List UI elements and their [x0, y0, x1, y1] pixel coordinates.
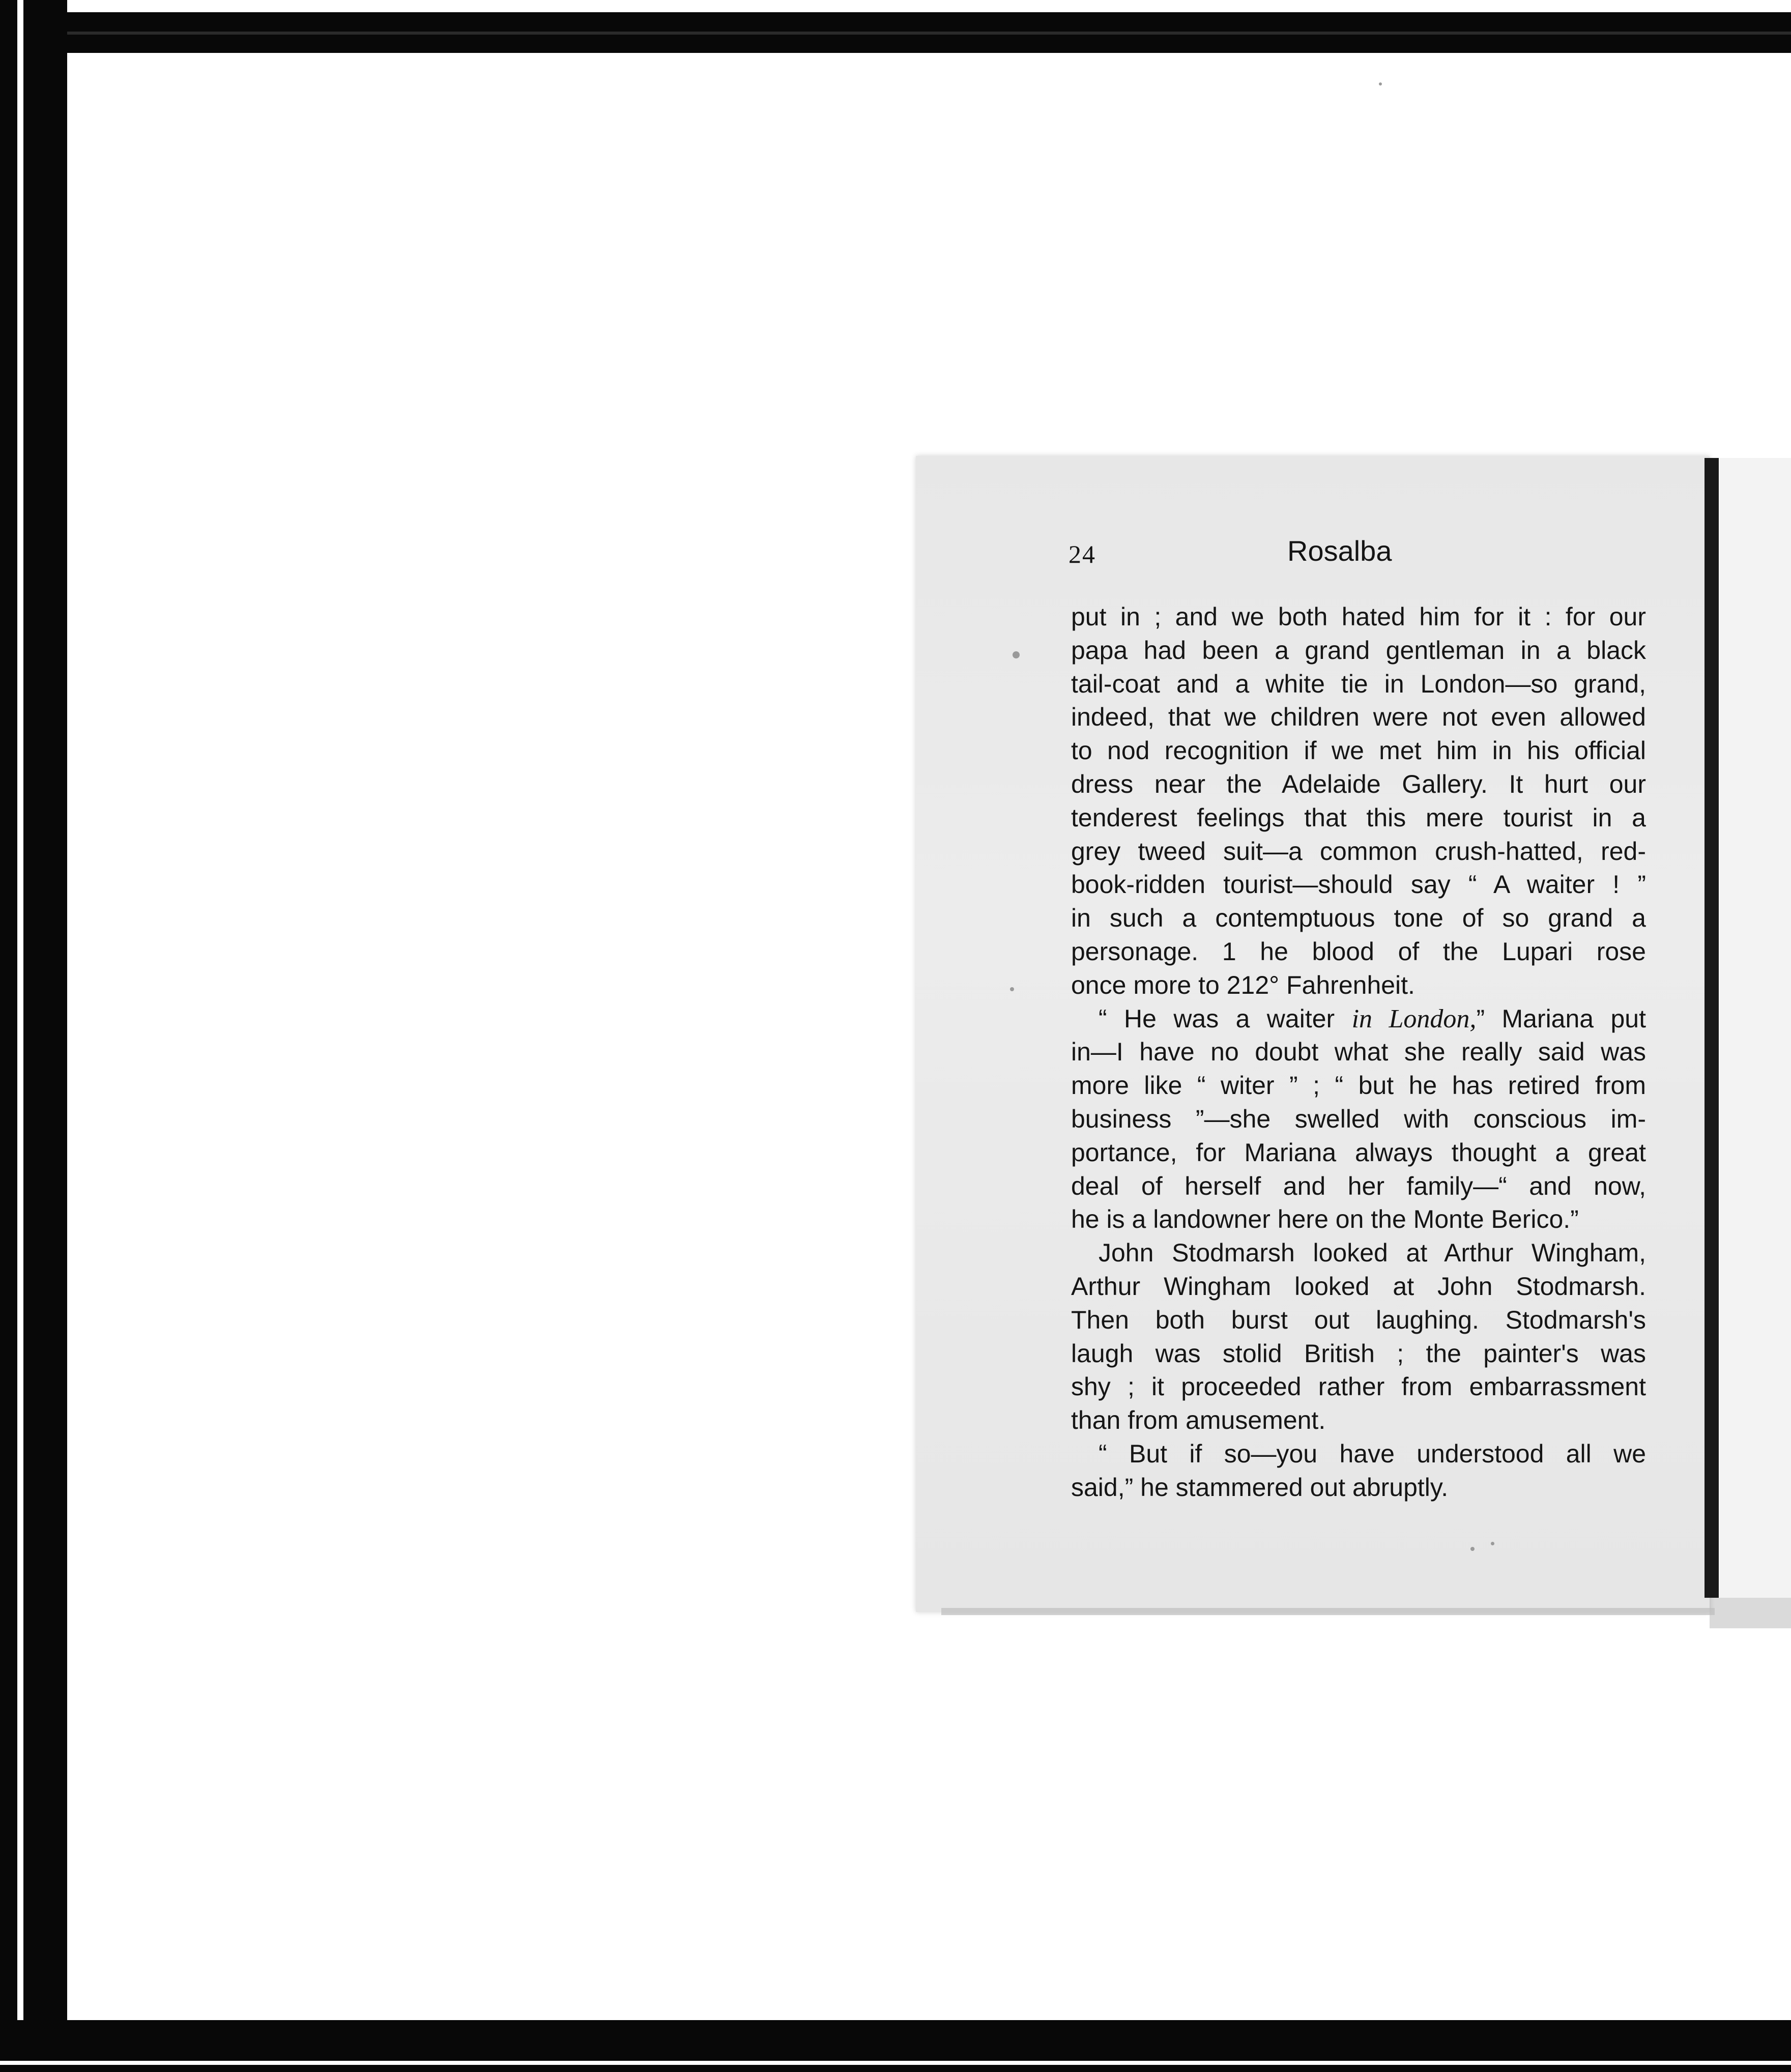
text-line-content: book-ridden tourist—should say “ A waiter ! ” — [1071, 870, 1646, 899]
text-line-content: than from amusement. — [1071, 1406, 1326, 1435]
text-line — [1071, 1404, 1646, 1437]
text-line-content: grey tweed suit—a common crush-hatted, red- — [1071, 837, 1646, 866]
text-line — [1071, 1170, 1646, 1203]
text-line-content: indeed, that we children were not even allowed — [1071, 703, 1646, 732]
text-line-content: tenderest feelings that this mere tourist in a — [1071, 803, 1646, 832]
body-text — [1071, 600, 1646, 1505]
text-line-content: deal of herself and her family—“ and now, — [1071, 1171, 1646, 1200]
text-line — [1071, 1069, 1646, 1103]
text-line — [1071, 600, 1646, 634]
page-number: 24 — [1068, 540, 1096, 568]
text-line — [1071, 1337, 1646, 1371]
text-line-content: laugh was stolid British ; the painter's was — [1071, 1339, 1646, 1368]
text-line-content: dress near the Adelaide Gallery. It hurt our — [1071, 769, 1646, 798]
scan-speck — [1491, 1542, 1494, 1545]
text-line — [1071, 734, 1646, 768]
text-line-content: to nod recognition if we met him in his official — [1071, 736, 1646, 765]
text-line — [1071, 868, 1646, 902]
text-line — [1071, 1304, 1646, 1337]
text-line — [1071, 668, 1646, 701]
text-line — [1071, 1471, 1646, 1505]
facing-page-edge — [1720, 458, 1791, 1628]
text-line-content: Then both burst out laughing. Stodmarsh's — [1071, 1305, 1646, 1334]
scan-speck — [1013, 651, 1020, 658]
text-line — [1071, 1370, 1646, 1404]
film-edge-bottom — [0, 2061, 1791, 2065]
text-line-content: in—I have no doubt what she really said was — [1071, 1038, 1646, 1067]
text-line — [1071, 935, 1646, 969]
film-frame-left — [0, 0, 67, 2072]
text-line — [1071, 969, 1646, 1002]
text-line-content: “ But if so—you have understood all we — [1099, 1439, 1646, 1468]
text-line — [1071, 1002, 1646, 1036]
text-line — [1071, 634, 1646, 668]
text-line-content: he is a landowner here on the Monte Berico.” — [1071, 1205, 1579, 1234]
running-head — [1068, 534, 1654, 580]
text-line — [1071, 1035, 1646, 1069]
text-line-content: ” Mariana put — [1476, 1004, 1646, 1033]
text-line — [1071, 1270, 1646, 1304]
text-line-content: more like “ witer ” ; “ but he has retired from — [1071, 1071, 1646, 1100]
film-frame-top-gap — [0, 32, 1791, 35]
text-line-content: “ He was a waiter — [1099, 1004, 1352, 1033]
film-edge-top — [0, 0, 1791, 12]
text-line-content: papa had been a grand gentleman in a black — [1071, 636, 1646, 665]
text-line — [1071, 1236, 1646, 1270]
italic-text: in London, — [1351, 1004, 1477, 1033]
text-line-content: Arthur Wingham looked at John Stodmarsh. — [1071, 1272, 1646, 1301]
text-line — [1071, 1136, 1646, 1170]
text-line-content: once more to 212° Fahrenheit. — [1071, 970, 1415, 999]
text-line — [1071, 1437, 1646, 1471]
text-line-content: put in ; and we both hated him for it : for our — [1071, 602, 1646, 631]
text-line-content: said,” he stammered out abruptly. — [1071, 1473, 1449, 1502]
text-line — [1071, 768, 1646, 801]
book-spine — [1705, 458, 1719, 1598]
text-line-content: business ”—she swelled with conscious im- — [1071, 1104, 1646, 1133]
page-bottom-shadow — [941, 1608, 1715, 1615]
text-line-content: in such a contemptuous tone of so grand a — [1071, 904, 1646, 933]
scan-speck — [1379, 82, 1382, 85]
text-line — [1071, 801, 1646, 835]
facing-page-shadow — [1710, 1598, 1791, 1628]
scan-speck — [1470, 1547, 1475, 1551]
text-line — [1071, 835, 1646, 869]
text-line — [1071, 902, 1646, 935]
text-line — [1071, 1103, 1646, 1136]
running-title: Rosalba — [1287, 535, 1392, 567]
film-frame-left-gap — [17, 0, 23, 2072]
text-line-content: personage. 1 he blood of the Lupari rose — [1071, 937, 1646, 966]
scan-speck — [1010, 987, 1014, 991]
text-line-content: shy ; it proceeded rather from embarrassment — [1071, 1372, 1646, 1401]
text-line-content: portance, for Mariana always thought a great — [1071, 1138, 1646, 1167]
text-line-content: tail-coat and a white tie in London—so grand, — [1071, 669, 1646, 698]
text-line-content: John Stodmarsh looked at Arthur Wingham, — [1099, 1239, 1646, 1268]
text-line — [1071, 1203, 1646, 1236]
text-line — [1071, 701, 1646, 734]
